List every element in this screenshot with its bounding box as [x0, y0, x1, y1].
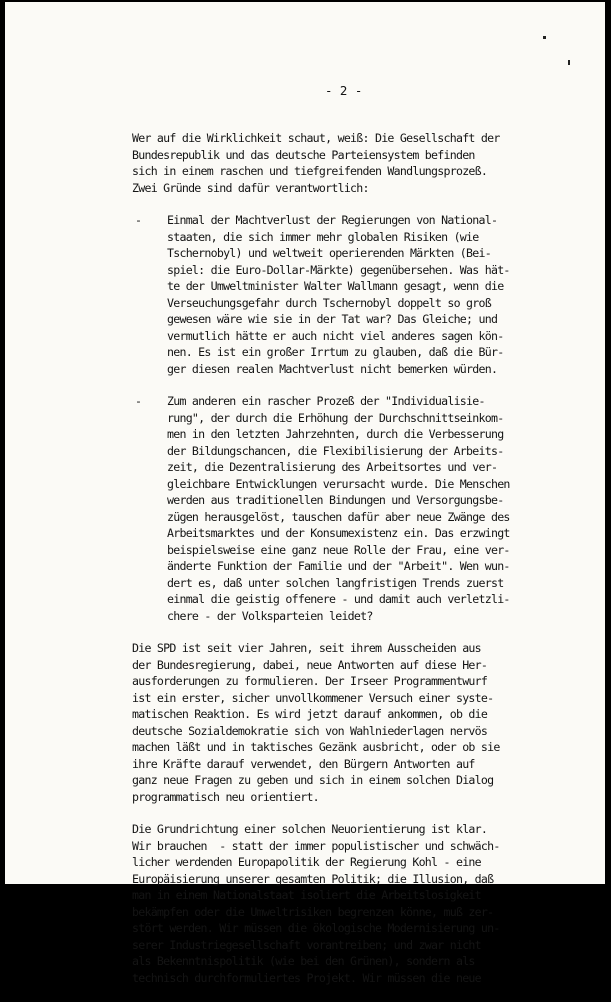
text-line: gewesen wäre wie sie in der Tat war? Das Gleiche; und [167, 312, 498, 326]
text-line: licher werdenden Europapolitik der Regierung Kohl - eine [132, 855, 481, 869]
bullet-dash: - [135, 394, 142, 408]
text-line: der Bundesregierung, dabei, neue Antworten auf diese Her- [132, 657, 488, 672]
text-line: technisch durchformuliertes Projekt. Wir müssen die neue [132, 970, 481, 985]
text-line: chere - der Volksparteien leidet? [167, 608, 373, 623]
text-line: Die Grundrichtung einer solchen Neuorientierung ist klar. [132, 822, 488, 836]
text-line: staaten, die sich immer mehr globalen Risiken (wie [167, 229, 479, 244]
text-line: nen. Es ist ein großer Irrtum zu glauben, daß die Bür- [167, 345, 504, 359]
text-line: Zum anderen ein rascher Prozeß der "Individualisie- [167, 394, 485, 408]
text-line: Europäisierung unserer gesamten Politik; die Illusion, daß [132, 871, 494, 886]
text-line: Arbeitsmarktes und der Konsumexistenz ein. Das erzwingt [167, 526, 510, 540]
text-line: stört werden. Wir müssen die ökologische Modernisierung un- [132, 921, 500, 935]
bullet-item-individualisierung [132, 393, 562, 624]
text-line: ausforderungen zu formulieren. Der Irseer Programmentwurf [132, 674, 488, 688]
text-line: der Bildungschancen, die Flexibilisierung der Arbeits- [167, 443, 504, 458]
text-line: Einmal der Machtverlust der Regierungen von National- [167, 213, 498, 227]
text-line: beispielsweise eine ganz neue Rolle der Frau, eine ver- [167, 542, 510, 557]
text-line: Verseuchungsgefahr durch Tschernobyl doppelt so groß [167, 295, 491, 310]
text-line: vermutlich hätte er auch nicht viel anderes sagen kön- [167, 328, 504, 343]
text-line: Die SPD ist seit vier Jahren, seit ihrem Ausscheiden aus [132, 641, 481, 655]
text-line: te der Umweltminister Walter Wallmann gesagt, wenn die [167, 279, 504, 293]
text-line: zeit, die Dezentralisierung des Arbeitsortes und ver- [167, 460, 498, 474]
text-line: rung", der durch die Erhöhung der Durchschnittseinkom- [167, 410, 504, 425]
scan-speck [568, 60, 570, 65]
text-line: Bundesrepublik und das deutsche Parteiensystem befinden [132, 147, 475, 162]
text-line: Wer auf die Wirklichkeit schaut, weiß: Die Gesellschaft der [132, 131, 500, 145]
text-line: spiel: die Euro-Dollar-Märkte) gegenübersehen. Was hät- [167, 262, 510, 277]
bullet-item-machtverlust [132, 212, 562, 377]
text-line: ganz neue Fragen zu geben und sich in einem solchen Dialog [132, 773, 494, 787]
text-line: werden aus traditionellen Bindungen und Versorgungsbe- [167, 493, 504, 507]
page-number: - 2 - [325, 83, 363, 98]
text-line: gleichbare Entwicklungen verursacht wurde. Die Menschen [167, 476, 510, 491]
text-line: man in einem Nationalstaat isoliert die Arbeitslosigkeit [132, 888, 481, 902]
text-line: serer Industriegesellschaft vorantreiben; und zwar nicht [132, 937, 481, 952]
text-line: ist ein erster, sicher unvollkommener Versuch einer syste- [132, 690, 494, 705]
text-line: als Bekenntnispolitik (wie bei den Grünen), sondern als [132, 954, 475, 968]
text-line: zügen herausgelöst, tauschen dafür aber neue Zwänge des [167, 509, 510, 524]
text-line: bekämpfen oder die Umweltrisiken begrenzen könne, muß zer- [132, 904, 494, 919]
body-text [132, 130, 562, 1002]
text-line: Tschernobyl) und weltweit operierenden Märkten (Bei- [167, 246, 491, 260]
text-line: deutsche Sozialdemokratie sich von Wahlniederlagen nervös [132, 723, 488, 738]
text-line: programmatisch neu orientiert. [132, 789, 319, 804]
text-line: ger diesen realen Machtverlust nicht bemerken würden. [167, 361, 498, 376]
text-line: Wir brauchen - statt der immer populistischer und schwäch- [132, 838, 500, 853]
spd-paragraph [132, 640, 562, 805]
text-line: ihre Kräfte darauf verwendet, den Bürgern Antworten auf [132, 756, 475, 771]
bullet-dash: - [135, 213, 142, 227]
text-line: sich in einem raschen und tiefgreifenden Wandlungsprozeß. [132, 164, 488, 178]
text-line: Zwei Gründe sind dafür verantwortlich: [132, 180, 369, 195]
text-line: men in den letzten Jahrzehnten, durch die Verbesserung [167, 427, 504, 441]
document-page [5, 2, 605, 985]
text-line: dert es, daß unter solchen langfristigen Trends zuerst [167, 575, 504, 590]
intro-paragraph [132, 130, 562, 196]
text-line: einmal die geistig offenere - und damit auch verletzli- [167, 592, 510, 606]
text-line: matischen Reaktion. Es wird jetzt darauf ankommen, ob die [132, 707, 488, 721]
neuorientierung-paragraph [132, 821, 562, 986]
text-line: machen läßt und in taktisches Gezänk ausbricht, oder ob sie [132, 740, 500, 754]
text-line: änderte Funktion der Familie und der "Arbeit". Wen wun- [167, 559, 510, 573]
scan-speck [543, 36, 546, 39]
